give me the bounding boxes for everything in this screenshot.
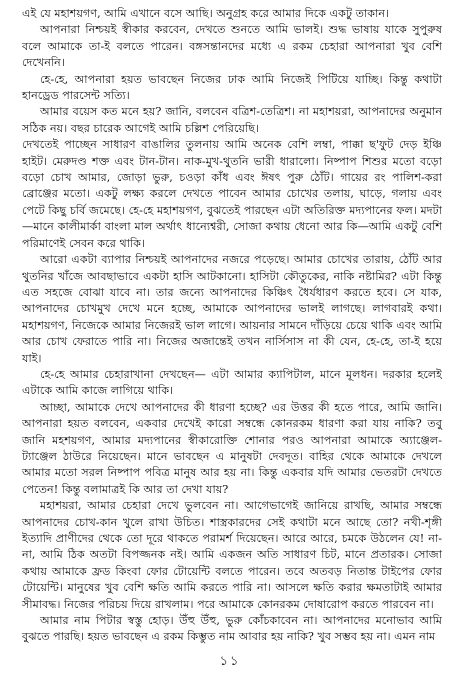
paragraph: দেখতেই পাচ্ছেন সাধারণ বাঙালির তুলনায় আমি অনেক বেশি লম্বা, পাক্কা ছ'ফুট দেড় ইঞ্চি হাইট। মেরুদণ্ড শক্ত এবং টান-টান। নাক-মুখ-থুতনি ভারী ধারালো। নিষ্পাপ শিশুর মতো বড়ো বড়ো চোখ আমার, জোড়া ভুরু, চওড়া কাঁধ এবং ঈষৎ পুরু ঠোঁট। গায়ের রং পালিশ-করা ব্রোঞ্জের মতো। একটু লক্ষ্য করলে দেখতে পাবেন আমার চোখের তলায়, ঘাড়ে, গলায় এবং পেটে কিছু চর্বি জমেছে। হে-হে মহাশয়গণ, বুঝতেই পারছেন এটা অতিরিক্ত মদ্যপানের ফল। মদটা—মানে কালীমার্কা বাংলা মাল অর্থাৎ ধান্যেশ্বরী, সোজা কথায় ধেনো আর কি—আমি একটু বেশি পরিমাণেই সেবন করে থাকি। [22,138,442,250]
paragraph: এই যে মহাশয়গণ, আমি এখানে বসে আছি। অনুগ্রহ করে আমার দিকে একটু তাকান। [22,7,390,20]
paragraph: হে-হে আমার চেহারাখানা দেখছেন— এটা আমার ক্যাপিটাল, মানে মূলধন। দরকার হলেই এটাকে আমি কাজে লাগিয়ে থাকি। [22,367,442,398]
paragraph: হে-হে, আপনারা হয়ত ভাবছেন নিজের ঢাক আমি নিজেই পিটিয়ে যাচ্ছি। কিন্তু কথাটা হানড্রেড পারসেন্ট সত্যি। [22,72,442,103]
paragraph: আচ্ছা, আমাকে দেখে আপনাদের কী ধারণা হচ্ছে? এর উত্তর কী হতে পারে, আমি জানি। আপনারা হয়ত বলবেন, একবার দেখেই কারো সম্বন্ধে কোনরকম ধারণা করা যায় নাকি? তবু জানি মহশয়গণ, আমার মদ্যপানের স্বীকারোক্তি শোনার পরও আপনারা আমাকে অ্যাঞ্জেল-ট্যাঞ্জেল ঠাউরে নিয়েছেন। মানে ভাবছেন এ মানুষটা দেবদূত। বাহির থেকে আমাকে দেখলে আমার মতো সরল নিষ্পাপ পবিত্র মানুষ আর হয় না। কিন্তু একবার যদি আমার ভেতরটা দেখতে পেতেন! কিন্তু বলামাত্রই কি আর তা দেখা যায়? [22,400,442,496]
paragraph: আপনারা নিশ্চয়ই স্বীকার করবেন, দেখতে শুনতে আমি ভালই। শুদ্ধ ভাষায় যাকে সুপুরুষ বলে আমাকে তা-ই বলতে পারেন। বঙ্গসন্তানদের মধ্যে এ রকম চেহারা আপনারা খুব বেশি দেখেননি। [22,23,442,70]
paragraph: আরো একটা ব্যাপার নিশ্চয়ই আপনাদের নজরে পড়েছে। আমার চোখের তারায়, ঠোঁট আর থুতনির খাঁজে আবছাভাবে একটা হাসি আটকানো। হাসিটা কৌতুকের, নাকি নষ্টামির? এটা কিন্তু এত সহজে বোঝা যাবে না। তার জন্যে আপনাদের কিঞ্চিৎ ধৈর্যধারণ করতে হবে। সে যাক, আপনাদের চোখমুখ দেখে মনে হচ্ছে, আমাকে আপনাদের ভালই লাগছে। লাগবারই কথা। মহাশয়গণ, নিজেকে আমার নিজেরই ভাল লাগে। আয়নার সামনে দাঁড়িয়ে চেয়ে থাকি এবং আমি আর চোখ ফেরাতে পারি না। নিজের অজান্তেই তখন নার্সিসাস না কী যেন, হে-হে, তা-ই হয়ে যাই। [22,253,442,365]
paragraph: আমার বয়েস কত মনে হয়? জানি, বলবেন বত্রিশ-তেত্রিশ। না মহাশয়রা, আপনাদের অনুমান সঠিক নয়। বছর চারেক আগেই আমি চল্লিশ পেরিয়েছি। [22,105,442,135]
paragraph: আমার নাম পিটার স্বস্তু হোড়। উঁহু উঁহু, ভুরু কোঁচকাবেন না। আপনাদের মনোভাব আমি বুঝতে পারছি। হয়ত ভাবছেন এ রকম কিম্ভুত নাম আবার হয় নাকি? খুব সম্ভব হয় না। এমন নাম [22,614,442,644]
paragraph: মহাশয়রা, আমার চেহারা দেখে ভুলবেন না। আগেভাগেই জানিয়ে রাখছি, আমার সম্বন্ধে আপনাদের চোখ-কান খুলে রাখা উচিত। শাস্ত্রকারদের সেই কথাটা মনে আছে তো? নখী-শৃঙ্গী ইত্যাদি প্রাণীদের থেকে তো দূরে থাকতে পরামর্শ দিয়েছেন। আরে আরে, চমকে উঠলেন যে! না-না, আমি ঠিক অতটা বিপজ্জনক নই। আমি একজন অতি সাধারণ চিট, মানে প্রতারক। সোজা কথায় আমাকে ফ্রড কিংবা ফোর টোয়েন্টি বলতে পারেন। তবে অতবড় নিতান্ত টাইপের ফোর টোয়েন্টি। মানুষের খুব বেশি ক্ষতি আমি করতে পারি না। আসলে ক্ষতি করার ক্ষমতাটাই আমার সীমাবদ্ধ। নিজের পরিচয় দিয়ে রাখলাম। পরে আমাকে কোনরকম দোষারোপ করতে পারবেন না। [22,499,442,611]
page-number: ১১ [219,654,241,669]
